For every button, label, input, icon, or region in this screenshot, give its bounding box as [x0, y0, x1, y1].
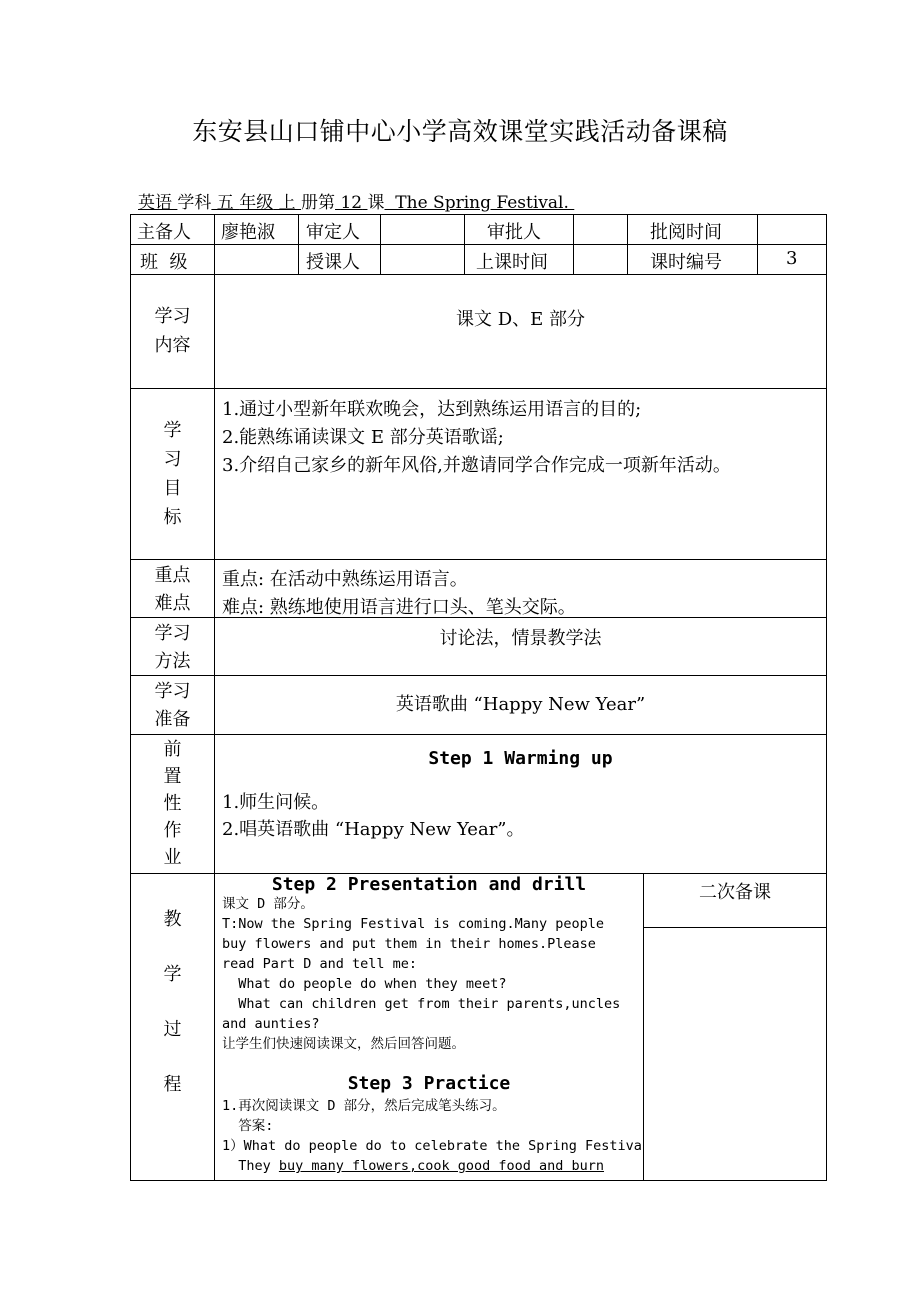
- check-time-label: 批阅时间: [650, 222, 722, 243]
- process-content: [215, 874, 643, 1180]
- difficulty-text: 难点: 熟练地使用语言进行口头、笔头交际。: [222, 597, 576, 618]
- page-title: 东安县山口铺中心小学高效课堂实践活动备课稿: [192, 117, 728, 146]
- approver-label: 审批人: [487, 222, 541, 243]
- preparer-label: 主备人: [137, 222, 191, 243]
- reviewer-label: 审定人: [306, 222, 360, 243]
- step3-heading: Step 3 Practice: [347, 1073, 511, 1094]
- pre-work-item: 1.师生问候。: [222, 792, 330, 813]
- method-label: 学习 方法: [154, 623, 191, 672]
- lesson-time-label: 上课时间: [476, 252, 548, 273]
- step3-line: 1.再次阅读课文 D 部分，然后完成笔头练习。: [222, 1098, 506, 1114]
- step2-line: 让学生们快速阅读课文，然后回答问题。: [222, 1036, 465, 1052]
- grade-value: 五: [211, 193, 240, 213]
- answer-underlined: buy many flowers,cook good food and burn: [278, 1158, 605, 1174]
- class-label: 班 级: [140, 252, 188, 273]
- period-no-value: 3: [786, 248, 798, 269]
- volume-value: 上: [273, 193, 302, 213]
- step2-line: read Part D and tell me:: [222, 956, 418, 972]
- subject-label: 学科: [177, 193, 212, 213]
- prep-value: 英语歌曲 “Happy New Year”: [395, 694, 646, 715]
- secondary-prep-label: 二次备课: [699, 882, 771, 903]
- content-label: 学习 内容: [154, 306, 191, 356]
- key-points-label: 重点 难点: [154, 565, 191, 614]
- goal-item: 3.介绍自己家乡的新年风俗,并邀请同学合作完成一项新年活动。: [222, 455, 731, 476]
- step2-heading: Step 2 Presentation and drill: [271, 874, 587, 895]
- step1-heading: Step 1 Warming up: [428, 748, 613, 769]
- step2-line: and aunties?: [222, 1016, 320, 1032]
- lesson-number: 12: [340, 193, 363, 213]
- process-label: 教 学 过 程: [163, 909, 182, 1095]
- teacher-label: 授课人: [306, 252, 360, 273]
- lesson-title: The Spring Festival.: [384, 193, 575, 213]
- lesson-meta: [138, 188, 574, 213]
- step2-line: 课文 D 部分。: [222, 896, 314, 912]
- grade-label: 年级: [239, 193, 274, 213]
- step2-line: What can children get from their parents,uncles: [222, 996, 621, 1012]
- prep-label: 学习 准备: [154, 681, 191, 730]
- step2-line: What do people do when they meet?: [222, 976, 507, 992]
- subject-value: 英语: [138, 193, 178, 213]
- answer-line: They buy many flowers,cook good food and burn: [222, 1158, 605, 1174]
- method-value: 讨论法，情景教学法: [439, 628, 602, 649]
- step3-line: 答案:: [222, 1118, 274, 1134]
- lesson-label: 课: [367, 193, 385, 213]
- period-no-label: 课时编号: [650, 252, 722, 273]
- step3-line: 1）What do people do to celebrate the Spring Festiva: [222, 1138, 642, 1154]
- step2-line: buy flowers and put them in their homes.Please: [222, 936, 596, 952]
- pre-work-label: 前 置 性 作 业: [163, 739, 182, 868]
- volume-label: 册第: [301, 193, 336, 213]
- step2-line: T:Now the Spring Festival is coming.Many people: [222, 916, 605, 932]
- focus-text: 重点: 在活动中熟练运用语言。: [222, 569, 468, 590]
- preparer-value: 廖艳淑: [221, 222, 275, 243]
- content-value: 课文 D、E 部分: [455, 309, 585, 330]
- goal-item: 1.通过小型新年联欢晚会，达到熟练运用语言的目的;: [222, 399, 642, 420]
- pre-work-item: 2.唱英语歌曲 “Happy New Year”。: [222, 819, 525, 840]
- goal-item: 2.能熟练诵读课文 E 部分英语歌谣;: [222, 427, 504, 448]
- goals-label: 学 习 目 标: [163, 420, 182, 528]
